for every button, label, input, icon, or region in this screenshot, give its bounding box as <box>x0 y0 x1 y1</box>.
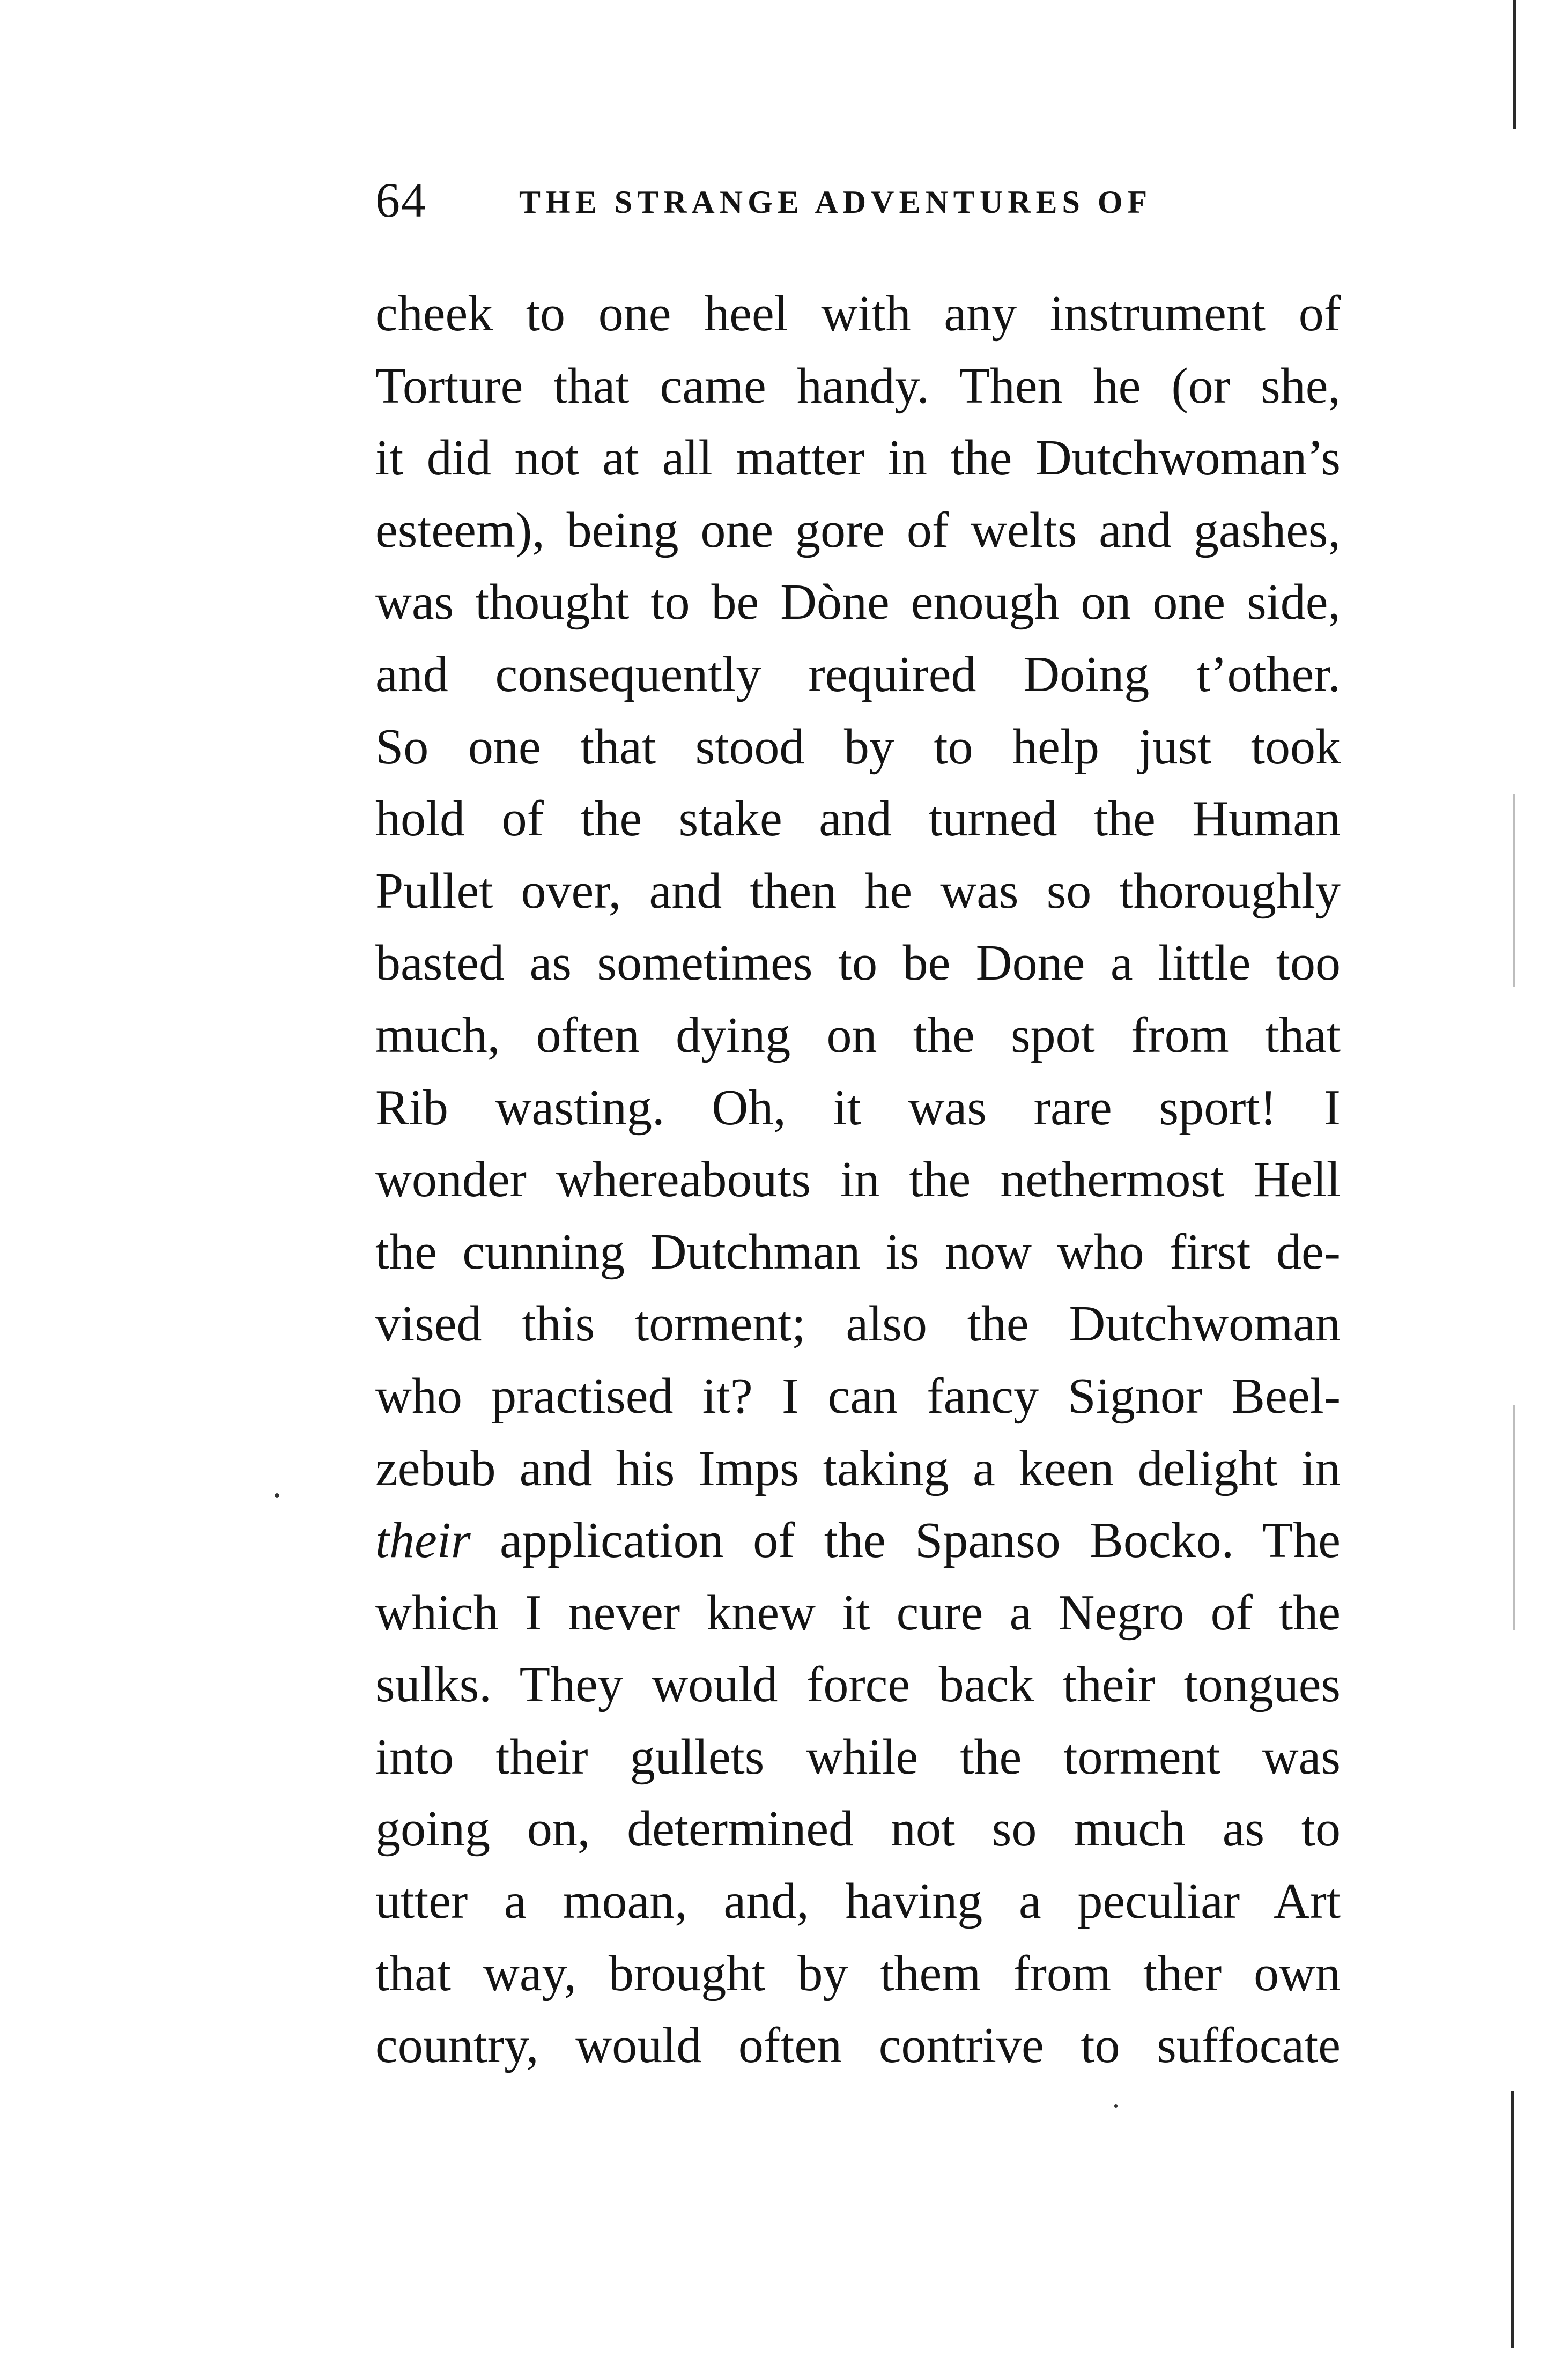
scan-edge-line <box>1513 1405 1515 1630</box>
text-line: going on, determined not so much as to <box>375 1801 1341 1857</box>
text-line: cheek to one heel with any instrument of <box>375 286 1341 342</box>
page-number: 64 <box>375 173 427 227</box>
text-line: vised this torment; also the Dutchwoman <box>375 1296 1341 1352</box>
text-line: So one that stood by to help just took <box>375 718 1341 775</box>
italic-line-rest: application of the Spanso Bocko. The <box>470 1512 1341 1569</box>
text-line: much, often dying on the spot from that <box>375 1007 1341 1063</box>
text-line: who practised it? I can fancy Signor Beel- <box>375 1368 1341 1424</box>
text-line: basted as sometimes to be Done a little too <box>375 935 1341 991</box>
scan-edge-line <box>1511 2091 1514 2348</box>
body-text <box>375 278 1341 2082</box>
text-line: country, would often contrive to suffocate <box>375 2018 1341 2074</box>
text-line: sulks. They would force back their tongues <box>375 1657 1341 1713</box>
ink-speck <box>1114 2104 1118 2108</box>
text-line: wonder whereabouts in the nethermost Hell <box>375 1152 1341 1208</box>
running-head <box>375 170 1357 229</box>
text-line: which I never knew it cure a Negro of the <box>375 1584 1341 1641</box>
text-line: Rib wasting. Oh, it was rare sport! I <box>375 1079 1341 1136</box>
text-line-italic <box>375 1504 1341 1577</box>
text-line: into their gullets while the torment was <box>375 1729 1341 1785</box>
text-line: hold of the stake and turned the Human <box>375 791 1341 847</box>
text-line: was thought to be Dòne enough on one side, <box>375 574 1341 631</box>
ink-speck <box>275 1493 279 1498</box>
text-line: the cunning Dutchman is now who first de- <box>375 1224 1341 1280</box>
text-line: utter a moan, and, having a peculiar Art <box>375 1873 1341 1930</box>
text-line: esteem), being one gore of welts and gashes, <box>375 502 1341 558</box>
scan-edge-line <box>1513 794 1515 987</box>
text-line: Pullet over, and then he was so thoroughly <box>375 863 1341 919</box>
running-title: THE STRANGE ADVENTURES OF <box>519 184 1152 220</box>
text-line: that way, brought by them from ther own <box>375 1945 1341 2001</box>
scan-edge-line <box>1513 0 1516 129</box>
italic-word: their <box>375 1512 471 1569</box>
text-line: zebub and his Imps taking a keen delight in <box>375 1440 1341 1496</box>
text-line: and consequently required Doing t’other. <box>375 646 1341 702</box>
text-line: it did not at all matter in the Dutchwoman’s <box>375 430 1341 486</box>
text-line: Torture that came handy. Then he (or she, <box>375 358 1341 414</box>
